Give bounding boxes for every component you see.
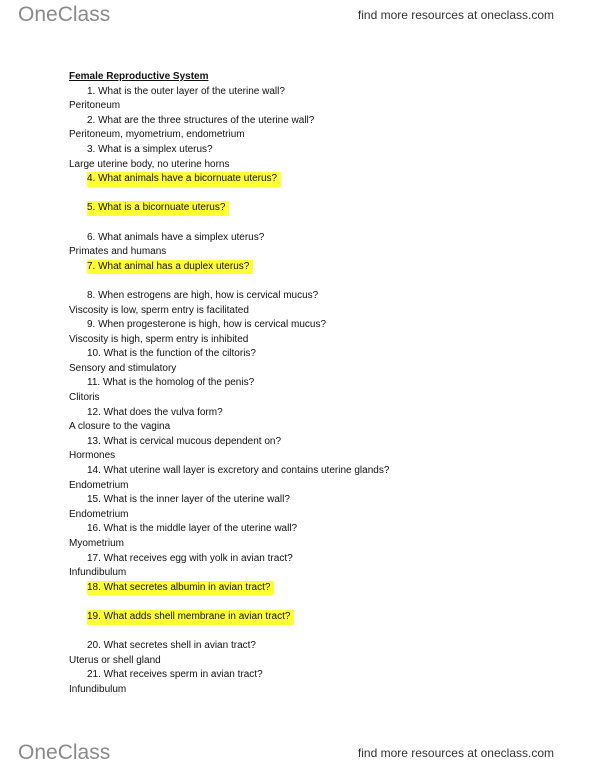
question-line — [69, 85, 549, 100]
highlighted-text: 18. What secretes albumin in avian tract? — [87, 581, 274, 596]
answer-line — [69, 566, 549, 581]
line-text: Viscosity is low, sperm entry is facilitated — [69, 304, 249, 316]
highlighted-text: 7. What animal has a duplex uterus? — [87, 260, 253, 275]
line-text: Sensory and stimulatory — [69, 362, 177, 374]
answer-line — [69, 479, 549, 494]
line-text: 10. What is the function of the ciltoris? — [87, 348, 256, 360]
line-text: Primates and humans — [69, 246, 167, 258]
answer-line — [69, 420, 549, 435]
line-text: 16. What is the middle layer of the uterine wall? — [87, 523, 298, 535]
highlighted-text: 5. What is a bicornuate uterus? — [87, 201, 229, 216]
line-text: 13. What is cervical mucous dependent on? — [87, 435, 281, 447]
question-line — [69, 639, 549, 654]
line-text: Clitoris — [69, 392, 100, 404]
question-line — [69, 289, 549, 304]
answer-line — [69, 654, 549, 669]
question-line — [69, 376, 549, 391]
question-line — [69, 318, 549, 333]
question-line — [69, 172, 549, 187]
line-text: Viscosity is high, sperm entry is inhibited — [69, 333, 249, 345]
footer-tagline[interactable]: find more resources at oneclass.com — [357, 746, 554, 760]
line-text: Peritoneum, myometrium, endometrium — [69, 129, 245, 141]
line-text: 12. What does the vulva form? — [87, 406, 223, 418]
logo-text: OneClass — [18, 3, 111, 26]
line-text: 2. What are the three structures of the uterine wall? — [87, 114, 315, 126]
question-line — [69, 610, 549, 625]
highlighted-text: 4. What animals have a bicornuate uterus? — [87, 172, 281, 187]
line-text: Hormones — [69, 450, 116, 462]
line-text: 15. What is the inner layer of the uterine wall? — [87, 494, 290, 506]
line-text: Large uterine body, no uterine horns — [69, 158, 230, 170]
blank-line — [69, 187, 549, 202]
question-line — [69, 143, 549, 158]
oneclass-logo[interactable] — [18, 3, 110, 27]
question-line — [69, 522, 549, 537]
line-text: 20. What secretes shell in avian tract? — [87, 640, 256, 652]
oneclass-logo-footer[interactable] — [18, 741, 110, 765]
question-line — [69, 231, 549, 246]
document-title: Female Reproductive System — [69, 71, 209, 82]
document-body — [69, 70, 549, 698]
line-text: Uterus or shell gland — [69, 654, 161, 666]
line-text: A closure to the vagina — [69, 421, 171, 433]
page-header — [0, 0, 595, 30]
answer-line — [69, 128, 549, 143]
answer-line — [69, 99, 549, 114]
question-line — [69, 260, 549, 275]
line-text: Infundibulum — [69, 683, 127, 695]
line-text: 8. When estrogens are high, how is cervical mucus? — [87, 289, 319, 301]
answer-line — [69, 391, 549, 406]
blank-line — [69, 625, 549, 640]
highlighted-text: 19. What adds shell membrane in avian tract? — [87, 610, 294, 625]
header-tagline[interactable]: find more resources at oneclass.com — [357, 8, 554, 22]
question-line — [69, 464, 549, 479]
page-footer — [0, 738, 595, 768]
answer-line — [69, 683, 549, 698]
line-text: 17. What receives egg with yolk in avian tract? — [87, 552, 293, 564]
line-text: 11. What is the homolog of the penis? — [87, 377, 255, 389]
line-text: Myometrium — [69, 538, 125, 549]
blank-line — [69, 216, 549, 231]
answer-line — [69, 333, 549, 348]
blank-line — [69, 274, 549, 289]
line-text: 21. What receives sperm in avian tract? — [87, 669, 263, 681]
line-text: 3. What is a simplex uterus? — [87, 143, 213, 155]
answer-line — [69, 449, 549, 464]
blank-line — [69, 595, 549, 610]
answer-line — [69, 508, 549, 523]
question-line — [69, 114, 549, 129]
answer-line — [69, 362, 549, 377]
line-text: 14. What uterine wall layer is excretory and contains uterine glands? — [87, 465, 390, 477]
line-text: Infundibulum — [69, 567, 127, 579]
answer-line — [69, 537, 549, 552]
question-line — [69, 201, 549, 216]
question-line — [69, 435, 549, 450]
line-text: 1. What is the outer layer of the uterine wall? — [87, 85, 285, 97]
line-text: Endometrium — [69, 479, 129, 491]
line-text: 9. When progesterone is high, how is cervical mucus? — [87, 319, 327, 331]
line-text: Endometrium — [69, 508, 129, 520]
answer-line — [69, 245, 549, 260]
question-line — [69, 668, 549, 683]
question-line — [69, 493, 549, 508]
line-text: 6. What animals have a simplex uterus? — [87, 231, 265, 243]
logo-text: OneClass — [18, 741, 111, 764]
question-line — [69, 406, 549, 421]
question-line — [69, 581, 549, 596]
answer-line — [69, 158, 549, 173]
line-text: Peritoneum — [69, 100, 121, 112]
qa-list — [69, 85, 549, 698]
question-line — [69, 552, 549, 567]
answer-line — [69, 304, 549, 319]
question-line — [69, 347, 549, 362]
